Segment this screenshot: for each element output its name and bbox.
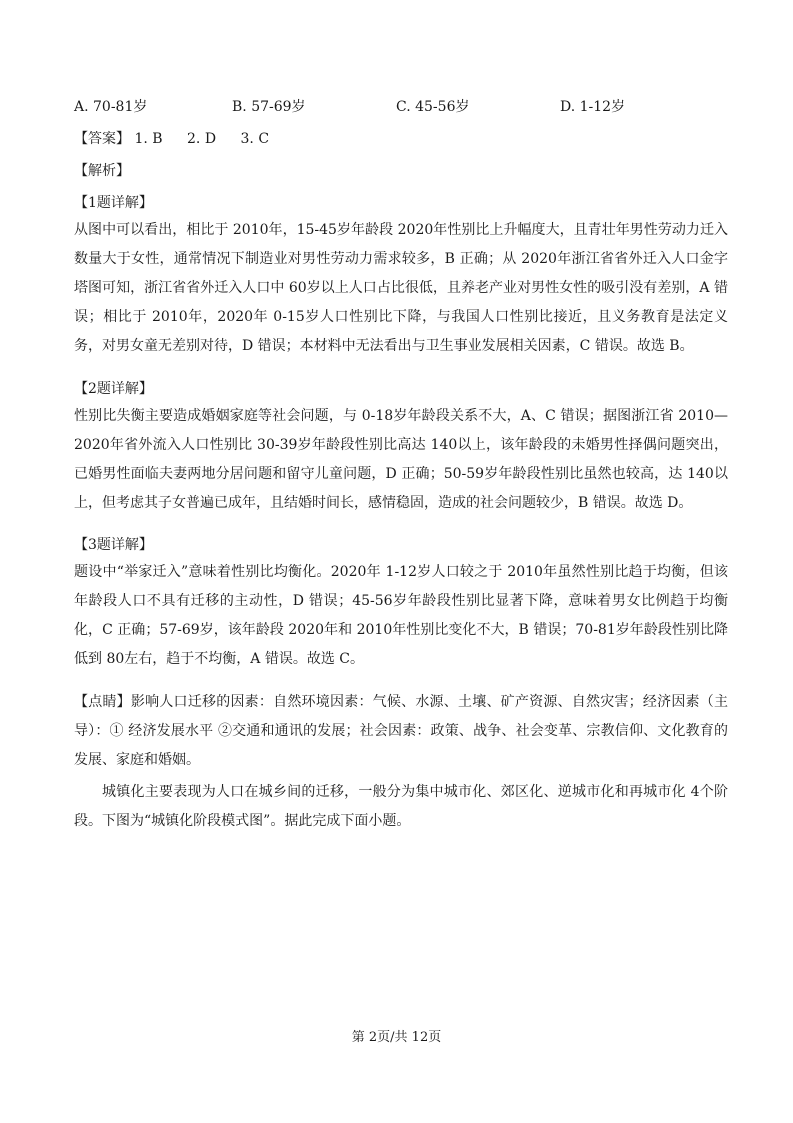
q3-label: 【3题详解】	[74, 537, 153, 553]
answer-label: 【答案】	[74, 131, 130, 147]
answer-item-1: 1. B	[134, 131, 163, 147]
q3-text: 题设中“举家迁入”意味着性别比均衡化。2020年 1-12岁人口较之于 2010年虽然性别比趋于均衡，但该年龄段人口不具有迁移的主动性，D 错误；45-56岁年龄段性别比显著下降，意味着男女比例趋于均衡化，C 正确；57-69岁，该年龄段 2020年和 2010年性别比变化不大，B 错误；70-81岁年龄段性别比降低到 80左右，趋于不均衡，A 错误。故选 C。	[74, 564, 728, 667]
option-c: C. 45-56岁	[396, 99, 470, 115]
q1-text: 从图中可以看出，相比于 2010年，15-45岁年龄段 2020年性别比上升幅度大，且青壮年男性劳动力迁入数量大于女性，通常情况下制造业对男性劳动力需求较多，B 正确；从 2020年浙江省省外迁入人口金字塔图可知，浙江省省外迁入人口中 60岁以上人口占比很低，且养老产业对男性女性的吸引没有差别，A 错误；相比于 2010年，2020年 0-15岁人口性别比下降，与我国人口性别比接近，且义务教育是法定义务，对男女童无差别对待，D 错误；本材料中无法看出与卫生事业发展相关因素，C 错误。故选 B。	[74, 222, 728, 354]
answer-item-3: 3. C	[240, 131, 270, 147]
tip-paragraph	[74, 688, 728, 775]
tip-label: 【点睛】	[74, 694, 131, 710]
option-b: B. 57-69岁	[232, 99, 306, 115]
option-d: D. 1-12岁	[560, 99, 626, 115]
intro-paragraph: 城镇化主要表现为人口在城乡间的迁移，一般分为集中城市化、郊区化、逆城市化和再城市化 4个阶段。下图为“城镇化阶段模式图”。据此完成下面小题。	[74, 784, 728, 829]
analysis-label: 【解析】	[74, 163, 130, 179]
q2-label: 【2题详解】	[74, 381, 153, 397]
q1-label: 【1题详解】	[74, 195, 153, 211]
tip-text: 影响人口迁移的因素：自然环境因素：气候、水源、土壤、矿产资源、自然灾害；经济因素（主导）：① 经济发展水平 ②交通和通讯的发展；社会因素：政策、战争、社会变革、宗教信仰、文化教育的发展、家庭和婚姻。	[74, 694, 728, 768]
answer-line	[74, 128, 289, 148]
option-a: A. 70-81岁	[74, 99, 148, 115]
answer-options	[74, 96, 734, 116]
q2-text: 性别比失衡主要造成婚姻家庭等社会问题，与 0-18岁年龄段关系不大，A、C 错误；据图浙江省 2010—2020年省外流入人口性别比 30-39岁年龄段性别比高达 140以上，该年龄段的未婚男性择偶问题突出，已婚男性面临夫妻两地分居问题和留守儿童问题，D 正确；50-59岁年龄段性别比虽然也较高，达 140以上，但考虑其子女普遍已成年，且结婚时间长，感情稳固，造成的社会问题较少，B 错误。故选 D。	[74, 408, 728, 511]
answer-item-2: 2. D	[187, 131, 217, 147]
page-footer: 第 2页/共 12页	[351, 1030, 442, 1045]
